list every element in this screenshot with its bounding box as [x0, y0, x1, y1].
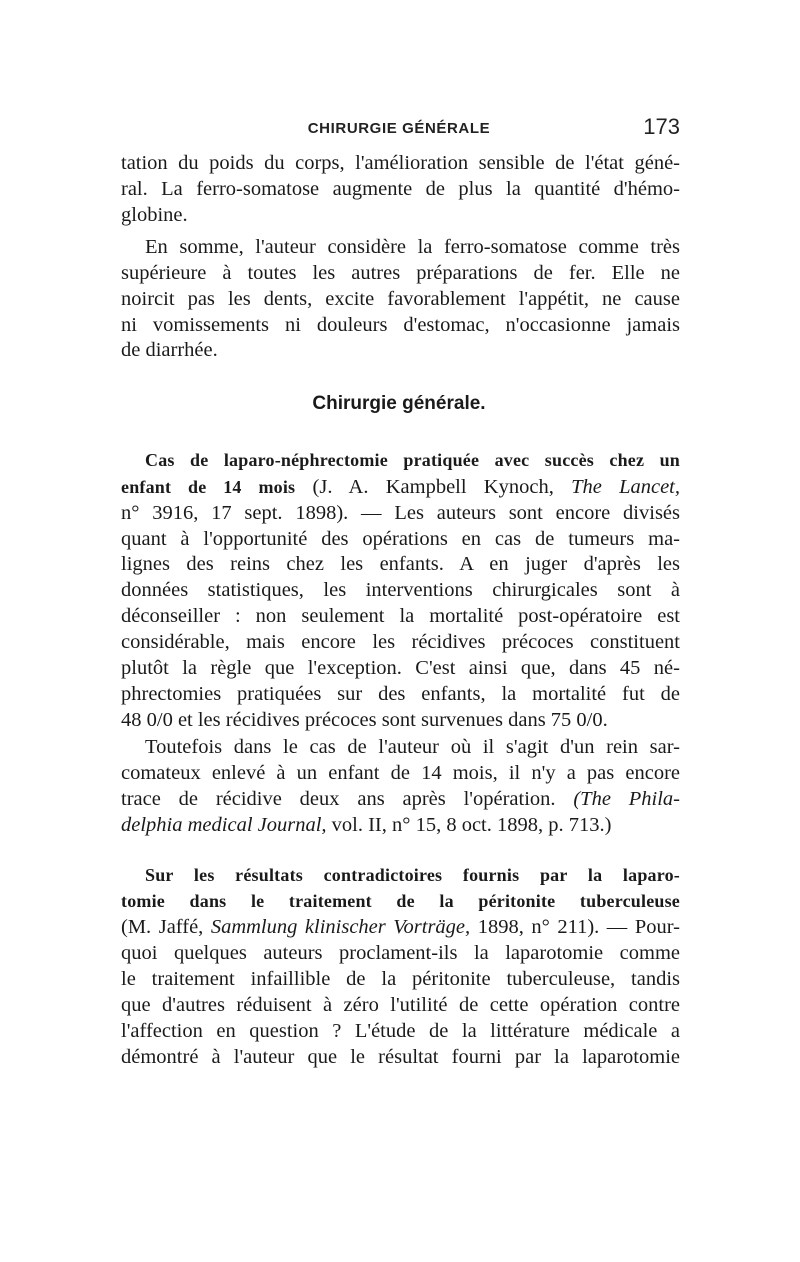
body-line: supérieure à toutes les autres préparations de fer. Elle ne: [121, 262, 680, 284]
article-title-line: [121, 474, 680, 500]
journal-name: Sammlung klinischer Vorträge,: [210, 916, 471, 938]
body-line: considérable, mais encore les récidives précoces constituent: [121, 631, 680, 653]
body-text: trace de récidive deux ans après l'opération.: [121, 788, 556, 810]
body-line: quoi quelques auteurs proclament-ils la laparotomie comme: [121, 942, 680, 964]
body-line: ral. La ferro-somatose augmente de plus la quantité d'hémo-: [121, 178, 680, 200]
body-line: tation du poids du corps, l'amélioration sensible de l'état géné-: [121, 152, 680, 174]
journal-name: The Lancet,: [571, 476, 680, 498]
body-line: de diarrhée.: [121, 339, 218, 361]
article-title: Cas de laparo-néphrectomie pratiquée avec succès chez un: [145, 450, 680, 470]
body-line: [121, 812, 680, 838]
body-line: le traitement infaillible de la péritonite tuberculeuse, tandis: [121, 968, 680, 990]
body-line: lignes des reins chez les enfants. A en juger d'après les: [121, 553, 680, 575]
article-title-line: [145, 862, 680, 888]
journal-name: (The Phila-: [573, 788, 680, 810]
body-line: comateux enlevé à un enfant de 14 mois, il n'y a pas encore: [121, 762, 680, 784]
running-head: [118, 114, 680, 148]
body-line: [121, 786, 680, 812]
article-reference: 1898, n° 211). — Pour-: [477, 916, 680, 938]
section-heading: Chirurgie générale.: [312, 393, 486, 414]
running-head-title: CHIRURGIE GÉNÉRALE: [307, 120, 491, 137]
article-title: tomie dans le traitement de la péritonite tuberculeuse: [121, 891, 680, 911]
body-line: Toutefois dans le cas de l'auteur où il s'agit d'un rein sar-: [145, 736, 680, 758]
body-line: déconseiller : non seulement la mortalité post-opératoire est: [121, 605, 680, 627]
body-line: démontré à l'auteur que le résultat fourni par la laparotomie: [121, 1046, 680, 1068]
article-reference: (J. A. Kampbell Kynoch,: [312, 476, 554, 498]
body-line: plutôt la règle que l'exception. C'est ainsi que, dans 45 né-: [121, 657, 680, 679]
body-line: données statistiques, les interventions chirurgicales sont à: [121, 579, 680, 601]
body-line: 48 0/0 et les récidives précoces sont survenues dans 75 0/0.: [121, 709, 608, 731]
body-line: n° 3916, 17 sept. 1898). — Les auteurs sont encore divisés: [121, 502, 680, 524]
body-line: noircit pas les dents, excite favorablement l'appétit, ne cause: [121, 288, 680, 310]
body-line: que d'autres réduisent à zéro l'utilité de cette opération contre: [121, 994, 680, 1016]
body-line: En somme, l'auteur considère la ferro-somatose comme très: [145, 236, 680, 258]
page-number: 173: [643, 114, 680, 139]
article-title-line: [121, 888, 680, 914]
article-reference-line: [121, 914, 680, 940]
article-title: enfant de 14 mois: [121, 477, 296, 497]
body-line: phrectomies pratiquées sur des enfants, la mortalité fut de: [121, 683, 680, 705]
article-reference: (M. Jaffé,: [121, 916, 204, 938]
journal-name: delphia medical Journal,: [121, 814, 327, 836]
body-line: globine.: [121, 204, 188, 226]
article-title: Sur les résultats contradictoires fournis par la laparo-: [145, 865, 680, 885]
article-reference: vol. II, n° 15, 8 oct. 1898, p. 713.): [331, 814, 612, 836]
body-line: quant à l'opportunité des opérations en cas de tumeurs ma-: [121, 528, 680, 550]
article-title-line: [145, 447, 680, 473]
body-line: l'affection en question ? L'étude de la littérature médicale a: [121, 1020, 680, 1042]
body-line: ni vomissements ni douleurs d'estomac, n'occasionne jamais: [121, 314, 680, 336]
